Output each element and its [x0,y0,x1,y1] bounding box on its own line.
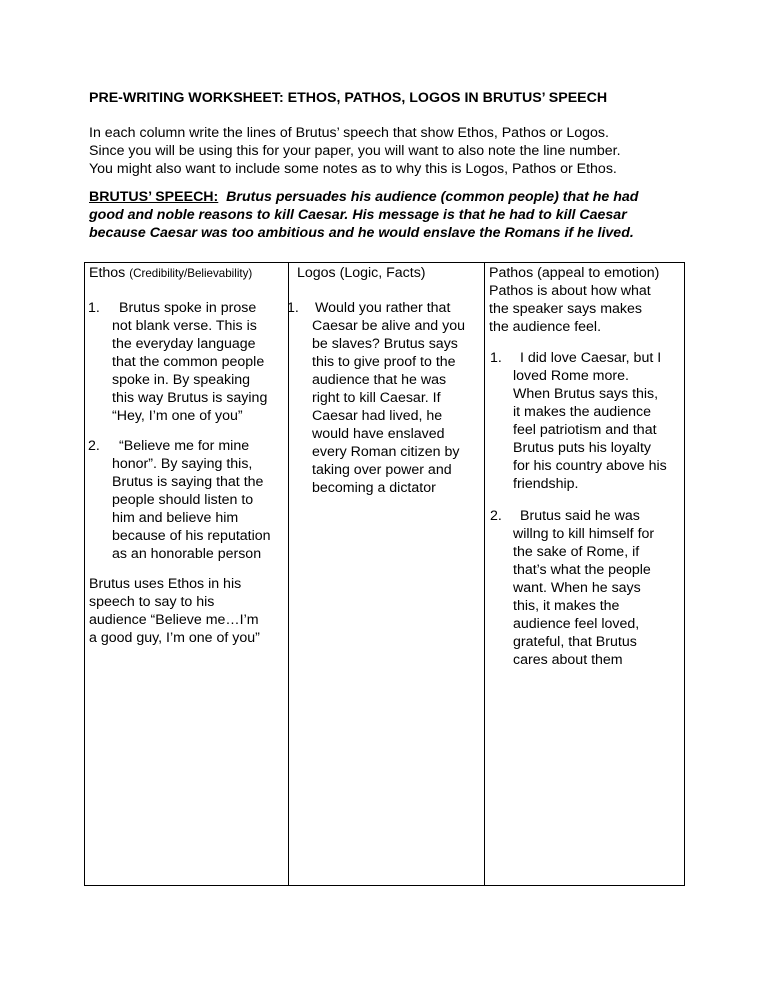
pathos-column [484,262,685,886]
item-line: not blank verse. This is [112,318,257,334]
item-line: I did love Caesar, but I [520,350,662,366]
instructions [89,124,709,178]
item-line: right to kill Caesar. If [312,390,441,406]
item-text [112,299,267,425]
item-line: cares about them [513,652,623,668]
item-line: every Roman citizen by [312,444,460,460]
page-title: PRE-WRITING WORKSHEET: ETHOS, PATHOS, LOGOS IN BRUTUS’ SPEECH [89,90,608,106]
item-text [112,437,271,563]
description-line: the speaker says makes [489,301,642,317]
instruction-line: In each column write the lines of Brutus’ speech that show Ethos, Pathos or Logos. [89,125,609,141]
item-line: him and believe him [112,510,239,526]
item-line: the sake of Rome, if [513,544,640,560]
instruction-line: Since you will be using this for your paper, you will want to also note the line number. [89,143,621,159]
item-line: because of his reputation [112,528,271,544]
item-number: 1. [490,350,502,366]
ethos-column [84,262,289,886]
speech-line: because Caesar was too ambitious and he would enslave the Romans if he lived. [89,225,634,241]
item-line: grateful, that Brutus [513,634,637,650]
item-line: taking over power and [312,462,452,478]
item-line: for his country above his [513,458,667,474]
item-number: 2. [88,438,100,454]
item-line: be slaves? Brutus says [312,336,458,352]
item-line: the everyday language [112,336,256,352]
summary-line: Brutus uses Ethos in his [89,576,242,592]
item-line: want. When he says [513,580,641,596]
item-line: Brutus is saying that the [112,474,264,490]
summary-line: speech to say to his [89,594,215,610]
item-line: this, it makes the [513,598,620,614]
item-number: 1. [287,300,299,316]
logos-heading: Logos (Logic, Facts) [297,265,426,281]
pathos-description [489,282,651,336]
item-line: honor”. By saying this, [112,456,253,472]
summary-line: audience “Believe me…I’m [89,612,259,628]
item-number: 2. [490,508,502,524]
ethos-heading [89,264,252,283]
item-line: When Brutus says this, [513,386,659,402]
item-line: friendship. [513,476,579,492]
speech-line: good and noble reasons to kill Caesar. His message is that he had to kill Caesar [89,207,627,223]
item-line: spoke in. By speaking [112,372,251,388]
item-line: feel patriotism and that [513,422,657,438]
item-line: Would you rather that [315,300,451,316]
item-line: as an honorable person [112,546,262,562]
summary-line: a good guy, I’m one of you” [89,630,260,646]
pathos-heading: Pathos (appeal to emotion) [489,265,660,281]
item-line: that the common people [112,354,265,370]
item-text [513,507,654,669]
item-line: Brutus said he was [520,508,640,524]
ethos-heading-label: Ethos [89,265,126,281]
item-line: “Believe me for mine [119,438,250,454]
item-line: audience feel loved, [513,616,640,632]
speech-line: Brutus persuades his audience (common people) that he had [226,189,639,205]
item-line: Caesar be alive and you [312,318,466,334]
speech-summary [89,188,709,242]
item-line: Brutus spoke in prose [119,300,257,316]
item-line: would have enslaved [312,426,445,442]
item-number: 1. [88,300,100,316]
logos-column [288,262,485,886]
item-text [513,349,667,493]
description-line: Pathos is about how what [489,283,651,299]
instruction-line: You might also want to include some notes as to why this is Logos, Pathos or Ethos. [89,161,617,177]
ethos-summary [89,575,260,647]
item-line: this way Brutus is saying [112,390,268,406]
item-line: Brutus puts his loyalty [513,440,651,456]
ethos-heading-note: (Credibility/Believability) [129,267,253,280]
item-line: becoming a dictator [312,480,436,496]
description-line: the audience feel. [489,319,602,335]
item-line: people should listen to [112,492,254,508]
item-line: this to give proof to the [312,354,456,370]
item-line: that’s what the people [513,562,651,578]
item-line: it makes the audience [513,404,652,420]
item-line: “Hey, I’m one of you” [112,408,243,424]
item-line: Caesar had lived, he [312,408,443,424]
speech-label: BRUTUS’ SPEECH: [89,189,219,205]
item-line: audience that he was [312,372,447,388]
item-line: willng to kill himself for [513,526,655,542]
item-line: loved Rome more. [513,368,629,384]
item-text [312,299,465,497]
